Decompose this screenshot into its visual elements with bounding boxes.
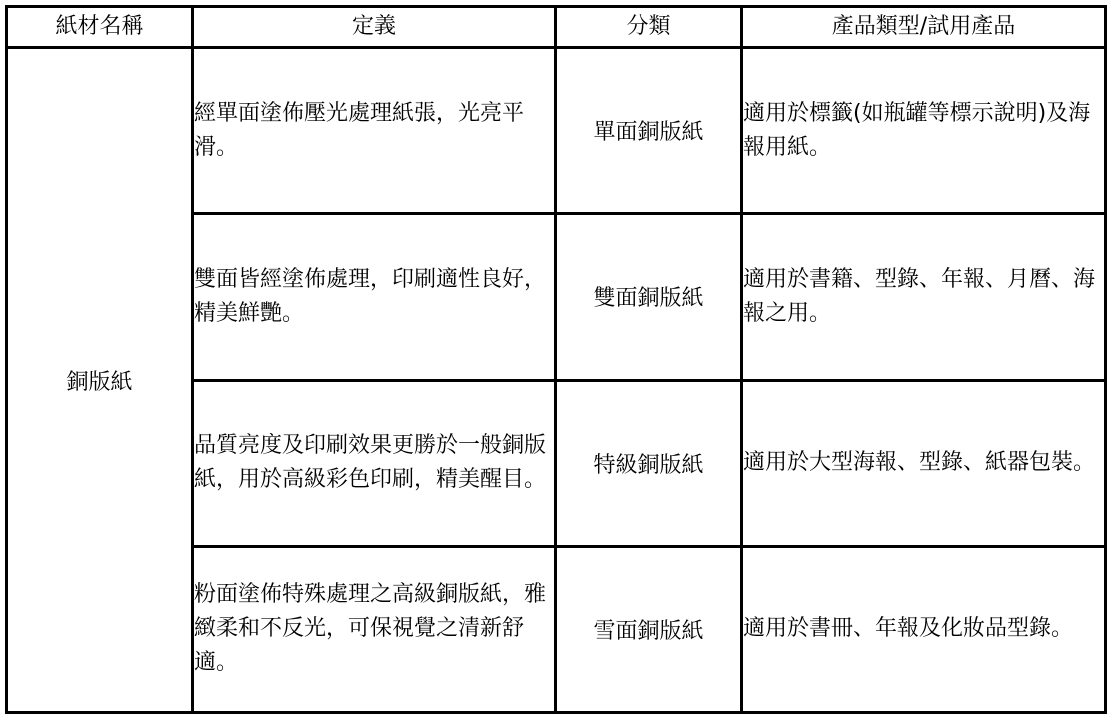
- header-row: [7, 7, 1106, 48]
- definition-cell: 雙面皆經塗佈處理，印刷適性良好，精美鮮艷。: [193, 214, 556, 380]
- definition-cell: 品質亮度及印刷效果更勝於一般銅版紙，用於高級彩色印刷，精美醒目。: [193, 380, 556, 546]
- usage-cell: 適用於大型海報、型錄、紙器包裝。: [742, 380, 1106, 546]
- paper-name-cell: 銅版紙: [7, 48, 193, 713]
- definition-cell: 粉面塗佈特殊處理之高級銅版紙，雅緻柔和不反光，可保視覺之清新舒適。: [193, 546, 556, 712]
- table-row: [7, 48, 1106, 214]
- paper-types-table: [5, 5, 1107, 714]
- header-product-type: 產品類型/試用產品: [742, 7, 1106, 48]
- definition-cell: 經單面塗佈壓光處理紙張，光亮平滑。: [193, 48, 556, 214]
- header-definition: 定義: [193, 7, 556, 48]
- category-cell: 單面銅版紙: [556, 48, 742, 214]
- header-category: 分類: [556, 7, 742, 48]
- category-cell: 特級銅版紙: [556, 380, 742, 546]
- usage-cell: 適用於標籤(如瓶罐等標示說明)及海報用紙。: [742, 48, 1106, 214]
- usage-cell: 適用於書冊、年報及化妝品型錄。: [742, 546, 1106, 712]
- category-cell: 雪面銅版紙: [556, 546, 742, 712]
- usage-cell: 適用於書籍、型錄、年報、月曆、海報之用。: [742, 214, 1106, 380]
- category-cell: 雙面銅版紙: [556, 214, 742, 380]
- header-paper-name: 紙材名稱: [7, 7, 193, 48]
